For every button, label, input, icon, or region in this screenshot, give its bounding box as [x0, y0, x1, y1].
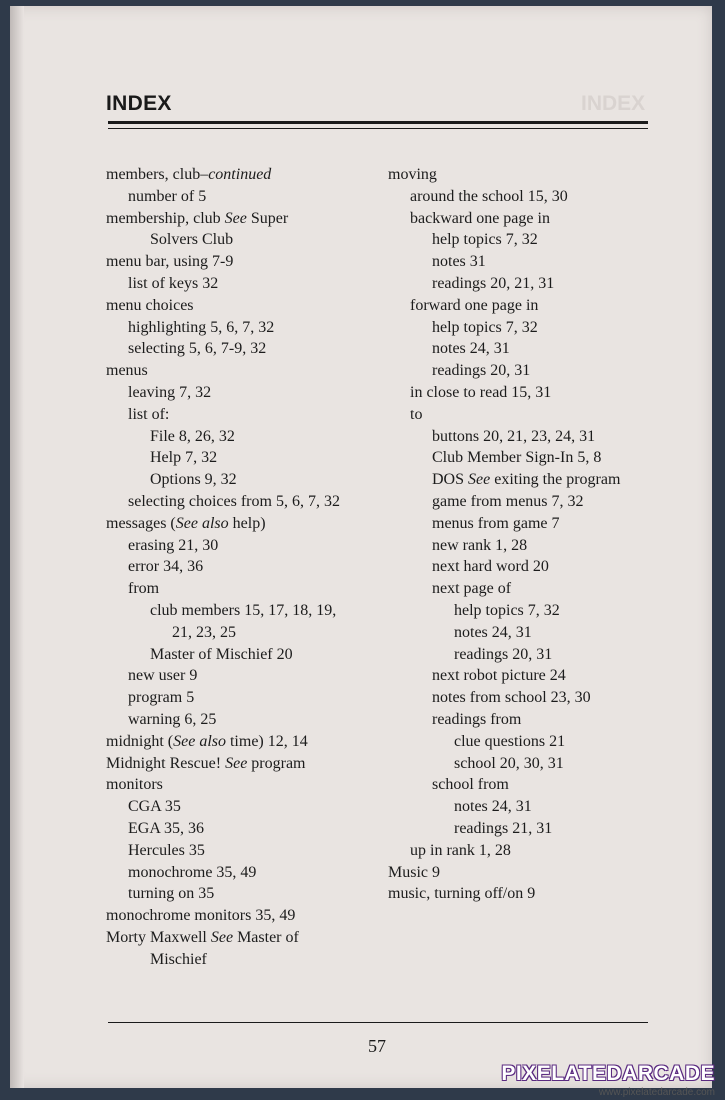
index-entry-text: next hard word 20 [432, 558, 549, 576]
index-entry-text: notes 24, 31 [454, 798, 532, 816]
index-entry-text: readings 20, 31 [454, 645, 553, 663]
index-column-left [106, 164, 396, 970]
index-entry-text: club members 15, 17, 18, 19, [150, 601, 337, 619]
index-entry-text: buttons 20, 21, 23, 24, 31 [432, 427, 596, 445]
index-entry-text: program [247, 754, 306, 772]
index-entry [106, 818, 396, 840]
header-rule-thick [108, 121, 648, 124]
index-entry [388, 535, 678, 557]
index-entry-text: Master of Mischief 20 [150, 645, 293, 663]
index-entry-text: notes from school 23, 30 [432, 689, 591, 707]
index-entry-text: backward one page in [410, 209, 550, 227]
index-entry-cross-reference: See also [175, 514, 229, 532]
index-entry-text: CGA 35 [128, 798, 181, 816]
index-entry [106, 295, 396, 317]
index-entry-text: readings 20, 31 [432, 362, 531, 380]
index-entry [106, 229, 396, 251]
index-entry [388, 818, 678, 840]
index-entry [388, 513, 678, 535]
index-entry [106, 665, 396, 687]
index-entry-text: from [128, 580, 160, 598]
index-entry-text: menus from game 7 [432, 514, 560, 532]
index-entry-text: monitors [106, 776, 163, 794]
index-entry [106, 862, 396, 884]
index-entry [106, 774, 396, 796]
index-entry [106, 905, 396, 927]
index-entry-text: in close to read 15, 31 [410, 383, 552, 401]
header-rule-thin [108, 128, 648, 129]
book-page [10, 6, 712, 1088]
index-entry-text: list of keys 32 [128, 274, 219, 292]
index-entry [388, 229, 678, 251]
index-entry [388, 644, 678, 666]
watermark-logo: PIXELATEDARCADE [501, 1062, 715, 1085]
index-entry-cross-reference: See [225, 754, 248, 772]
index-column-right [388, 164, 678, 905]
index-entry-text: menu bar, using 7-9 [106, 253, 234, 271]
index-entry-text: new rank 1, 28 [432, 536, 528, 554]
index-entry-text: monochrome monitors 35, 49 [106, 907, 296, 925]
index-entry-cross-reference: continued [208, 166, 272, 183]
index-entry [106, 404, 396, 426]
index-entry [388, 491, 678, 513]
index-entry [106, 382, 396, 404]
index-entry [388, 208, 678, 230]
index-entry-text: to [410, 405, 423, 423]
index-entry-text: next robot picture 24 [432, 667, 566, 685]
index-entry [388, 731, 678, 753]
index-entry [388, 317, 678, 339]
index-entry-text: school from [432, 776, 509, 794]
index-entry [388, 273, 678, 295]
index-entry-text: error 34, 36 [128, 558, 204, 576]
index-entry [106, 447, 396, 469]
index-entry [106, 731, 396, 753]
index-entry [106, 360, 396, 382]
index-entry-text: Music 9 [388, 863, 440, 881]
index-entry [388, 774, 678, 796]
index-entry-text: Mischief [150, 950, 207, 968]
index-entry [388, 600, 678, 622]
page-spine-shadow [10, 6, 24, 1088]
index-entry [106, 426, 396, 448]
index-entry-text: notes 24, 31 [432, 340, 510, 358]
index-entry [388, 251, 678, 273]
index-entry-text: help topics 7, 32 [432, 318, 538, 336]
index-entry-text: Solvers Club [150, 231, 234, 249]
index-entry-text: highlighting 5, 6, 7, 32 [128, 318, 275, 336]
index-entry [106, 317, 396, 339]
index-entry-text: school 20, 30, 31 [454, 754, 564, 772]
index-entry-text: time) 12, 14 [225, 732, 308, 750]
index-entry [106, 622, 396, 644]
index-entry [106, 186, 396, 208]
watermark-url: www.pixelatedarcade.com [598, 1087, 715, 1098]
index-entry [388, 186, 678, 208]
index-entry-text: notes 31 [432, 253, 486, 271]
index-entry [388, 164, 678, 186]
index-entry [106, 556, 396, 578]
index-entry-text: help topics 7, 32 [454, 601, 560, 619]
index-entry [388, 556, 678, 578]
index-entry-text: exiting the program [490, 471, 621, 489]
bleed-through-title: INDEX [581, 92, 646, 115]
index-entry [106, 644, 396, 666]
index-entry-text: Midnight Rescue! [106, 754, 226, 772]
index-entry [106, 208, 396, 230]
index-entry-text: up in rank 1, 28 [410, 841, 511, 859]
index-entry-text: next page of [432, 580, 512, 598]
index-entry-cross-reference: See [224, 209, 247, 227]
index-entry [106, 251, 396, 273]
page-number: 57 [368, 1036, 386, 1056]
index-entry-text: program 5 [128, 689, 195, 707]
index-entry [388, 426, 678, 448]
index-entry-text: warning 6, 25 [128, 710, 217, 728]
index-entry [388, 687, 678, 709]
index-entry-text: midnight ( [106, 732, 174, 750]
index-entry [106, 338, 396, 360]
index-entry [106, 578, 396, 600]
index-entry-text: membership, club [106, 209, 225, 227]
index-entry-text: members, club– [106, 166, 209, 183]
index-entry-text: around the school 15, 30 [410, 187, 568, 205]
index-entry [388, 295, 678, 317]
index-entry [106, 840, 396, 862]
index-entry-text: music, turning off/on 9 [388, 885, 536, 903]
index-entry [106, 273, 396, 295]
index-entry-text: Club Member Sign-In 5, 8 [432, 449, 602, 467]
index-entry-text: turning on 35 [128, 885, 215, 903]
index-entry [106, 753, 396, 775]
index-entry [388, 469, 678, 491]
index-entry-text: 21, 23, 25 [172, 623, 236, 641]
index-entry-cross-reference: See [468, 471, 491, 489]
index-entry-cross-reference: See also [173, 732, 226, 750]
index-entry [106, 600, 396, 622]
index-entry [106, 709, 396, 731]
index-entry-text: list of: [128, 405, 170, 423]
index-entry-text: Master of [233, 928, 299, 946]
index-entry [388, 753, 678, 775]
index-entry [388, 338, 678, 360]
index-entry-text: game from menus 7, 32 [432, 492, 584, 510]
index-entry-text: Morty Maxwell [106, 928, 211, 946]
index-entry [388, 578, 678, 600]
index-entry [106, 883, 396, 905]
index-entry-text: monochrome 35, 49 [128, 863, 257, 881]
index-entry [106, 949, 396, 971]
index-entry [106, 164, 396, 186]
index-entry [388, 622, 678, 644]
page-title: INDEX [106, 92, 172, 115]
index-entry-text: menu choices [106, 296, 194, 314]
index-entry [388, 862, 678, 884]
index-entry [106, 687, 396, 709]
index-entry [388, 447, 678, 469]
index-entry-text: selecting choices from 5, 6, 7, 32 [128, 492, 340, 510]
index-entry [106, 469, 396, 491]
index-entry [388, 709, 678, 731]
index-entry [388, 840, 678, 862]
footer-rule [108, 1022, 648, 1023]
index-entry-text: erasing 21, 30 [128, 536, 219, 554]
index-entry-cross-reference: See [210, 928, 234, 946]
index-entry [388, 360, 678, 382]
index-entry [388, 665, 678, 687]
index-entry-text: leaving 7, 32 [128, 383, 212, 401]
index-entry [106, 535, 396, 557]
index-entry-text: help topics 7, 32 [432, 231, 538, 249]
index-entry [106, 491, 396, 513]
index-entry-text: selecting 5, 6, 7-9, 32 [128, 340, 267, 358]
index-entry [388, 796, 678, 818]
index-entry-text: menus [106, 362, 148, 380]
index-entry-text: Help 7, 32 [150, 449, 218, 467]
index-entry-text: EGA 35, 36 [128, 819, 204, 837]
index-entry [106, 796, 396, 818]
index-entry-text: DOS [432, 471, 469, 489]
index-entry-text: readings 20, 21, 31 [432, 274, 555, 292]
index-entry-text: readings from [432, 710, 522, 728]
index-entry-text: readings 21, 31 [454, 819, 553, 837]
index-entry [106, 513, 396, 535]
index-entry-text: notes 24, 31 [454, 623, 532, 641]
index-entry [388, 883, 678, 905]
index-entry [388, 404, 678, 426]
index-entry-text: Options 9, 32 [150, 471, 237, 489]
index-entry-text: Super [246, 209, 289, 227]
index-entry-text: File 8, 26, 32 [150, 427, 235, 445]
index-entry-text: number of 5 [128, 187, 207, 205]
index-entry [388, 382, 678, 404]
index-entry-text: Hercules 35 [128, 841, 205, 859]
index-entry-text: forward one page in [410, 296, 539, 314]
index-entry-text: moving [388, 166, 437, 183]
index-entry [106, 927, 396, 949]
index-entry-text: new user 9 [128, 667, 198, 685]
index-entry-text: clue questions 21 [454, 732, 566, 750]
index-entry-text: messages ( [106, 514, 176, 532]
index-entry-text: help) [228, 514, 266, 532]
